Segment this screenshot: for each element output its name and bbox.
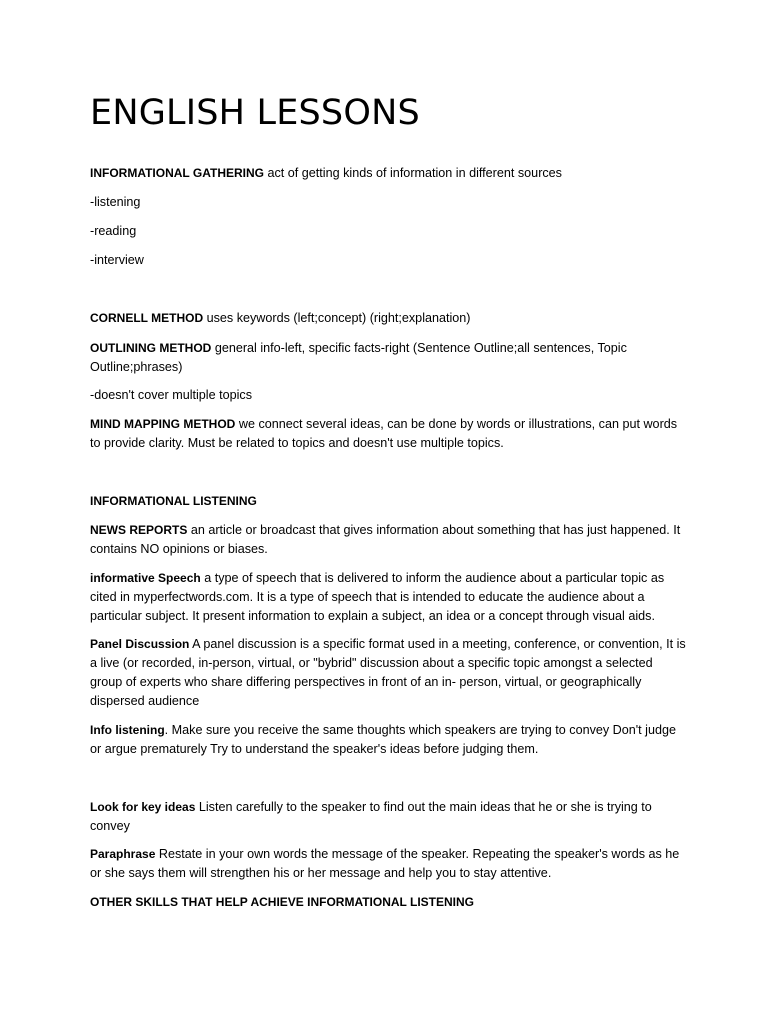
paragraph-text: . Make sure you receive the same thoughts which speakers are trying to convey Don't judge or argue prematurely Try to understand the speaker's ideas before judging them. <box>90 723 676 756</box>
paragraph-lead: OUTLINING METHOD <box>90 341 212 355</box>
document-title: ENGLISH LESSONS <box>90 93 420 133</box>
paragraph-text: -listening <box>90 195 141 209</box>
paragraph-lead: MIND MAPPING METHOD <box>90 417 236 431</box>
paragraph-text: -doesn't cover multiple topics <box>90 388 252 402</box>
paragraph-lead: INFORMATIONAL GATHERING <box>90 166 264 180</box>
paragraph-text: -reading <box>90 224 137 238</box>
paragraph-text: an article or broadcast that gives information about something that has just happened. It contains NO opinions or biases. <box>90 523 681 556</box>
paragraph-text: act of getting kinds of information in different sources <box>264 166 562 180</box>
paragraph-paraphrase <box>90 845 686 883</box>
paragraph-text: Listen carefully to the speaker to find out the main ideas that he or she is trying to convey <box>90 800 652 833</box>
paragraph-informational-gathering <box>90 164 686 183</box>
paragraph-text: A panel discussion is a specific format used in a meeting, conference, or convention, It is a live (or recorded, in-person, virtual, or "bybrid" discussion about a specific topic amongst a selected group of experts who share differing perspectives in front of an in- person, virtual, or geographically dispersed audience <box>90 637 686 708</box>
paragraph-informative-speech <box>90 569 686 626</box>
paragraph-cornell-method <box>90 309 686 328</box>
paragraph-lead: INFORMATIONAL LISTENING <box>90 494 257 508</box>
paragraph-lead: Paraphrase <box>90 847 156 861</box>
paragraph-look-for-key-ideas <box>90 798 686 836</box>
paragraph-text: -interview <box>90 253 144 267</box>
list-item-multiple-topics <box>90 386 686 405</box>
paragraph-text: general info-left, specific facts-right (Sentence Outline;all sentences, Topic Outline;phrases) <box>90 341 627 374</box>
paragraph-lead: CORNELL METHOD <box>90 311 204 325</box>
paragraph-text: we connect several ideas, can be done by words or illustrations, can put words to provide clarity. Must be related to topics and doesn't use multiple topics. <box>90 417 678 450</box>
paragraph-lead: Info listening <box>90 723 165 737</box>
paragraph-lead: OTHER SKILLS THAT HELP ACHIEVE INFORMATIONAL LISTENING <box>90 895 475 909</box>
section-heading-other-skills <box>90 893 686 912</box>
list-item-interview <box>90 251 686 270</box>
paragraph-lead: NEWS REPORTS <box>90 523 188 537</box>
paragraph-text: a type of speech that is delivered to inform the audience about a particular topic as cited in myperfectwords.com. It is a type of speech that is intended to educate the audience about a particular subject. It present information to explain a subject, an idea or a concept through visual aids. <box>90 571 665 623</box>
paragraph-text: Restate in your own words the message of the speaker. Repeating the speaker's words as he or she says them will strengthen his or her message and help you to stay attentive. <box>90 847 680 880</box>
list-item-listening <box>90 193 686 212</box>
section-heading-informational-listening <box>90 492 686 511</box>
paragraph-info-listening <box>90 721 686 759</box>
paragraph-lead: informative Speech <box>90 571 201 585</box>
paragraph-lead: Panel Discussion <box>90 637 190 651</box>
paragraph-mind-mapping-method <box>90 415 686 453</box>
paragraph-panel-discussion <box>90 635 686 711</box>
paragraph-outlining-method <box>90 339 686 377</box>
list-item-reading <box>90 222 686 241</box>
paragraph-news-reports <box>90 521 686 559</box>
paragraph-lead: Look for key ideas <box>90 800 196 814</box>
paragraph-text: uses keywords (left;concept) (right;explanation) <box>203 311 471 325</box>
